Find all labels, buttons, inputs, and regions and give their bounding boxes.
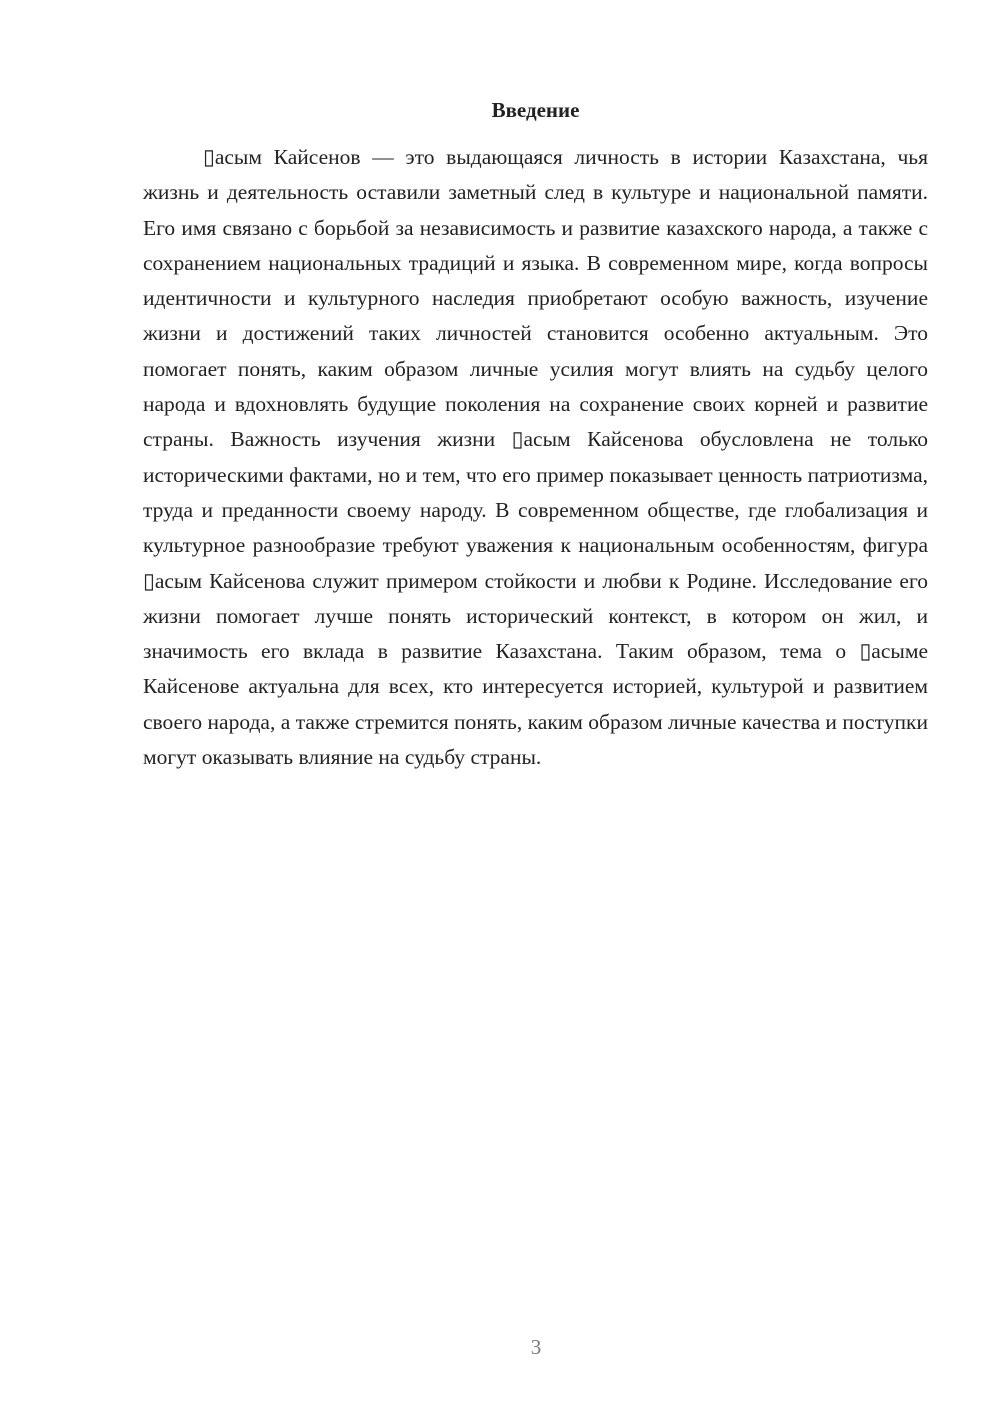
page-number: 3	[530, 1335, 542, 1359]
page-content	[143, 95, 928, 775]
body-paragraph: ▯асым Кайсенов — это выдающаяся личность в истории Казахстана, чья жизнь и деятельность оставили заметный след в культуре и национальной памяти. Его имя связано с борьбой за независимость и развитие казахского народа, а также с сохранением национальных традиций и языка. В современном мире, когда вопросы идентичности и культурного наследия приобретают особую важность, изучение жизни и достижений таких личностей становится особенно актуальным. Это помогает понять, каким образом личные усилия могут влиять на судьбу целого народа и вдохновлять будущие поколения на сохранение своих корней и развитие страны. Важность изучения жизни ▯асым Кайсенова обусловлена не только историческими фактами, но и тем, что его пример показывает ценность патриотизма, труда и преданности своему народу. В современном обществе, где глобализация и культурное разнообразие требуют уважения к национальным особенностям, фигура ▯асым Кайсенова служит примером стойкости и любви к Родине. Исследование его жизни помогает лучше понять исторический контекст, в котором он жил, и значимость его вклада в развитие Казахстана. Таким образом, тема о ▯асыме Кайсенове актуальна для всех, кто интересуется историей, культурой и развитием своего народа, а также стремится понять, каким образом личные качества и поступки могут оказывать влияние на судьбу страны.	[143, 145, 928, 770]
section-title: Введение	[491, 98, 580, 122]
